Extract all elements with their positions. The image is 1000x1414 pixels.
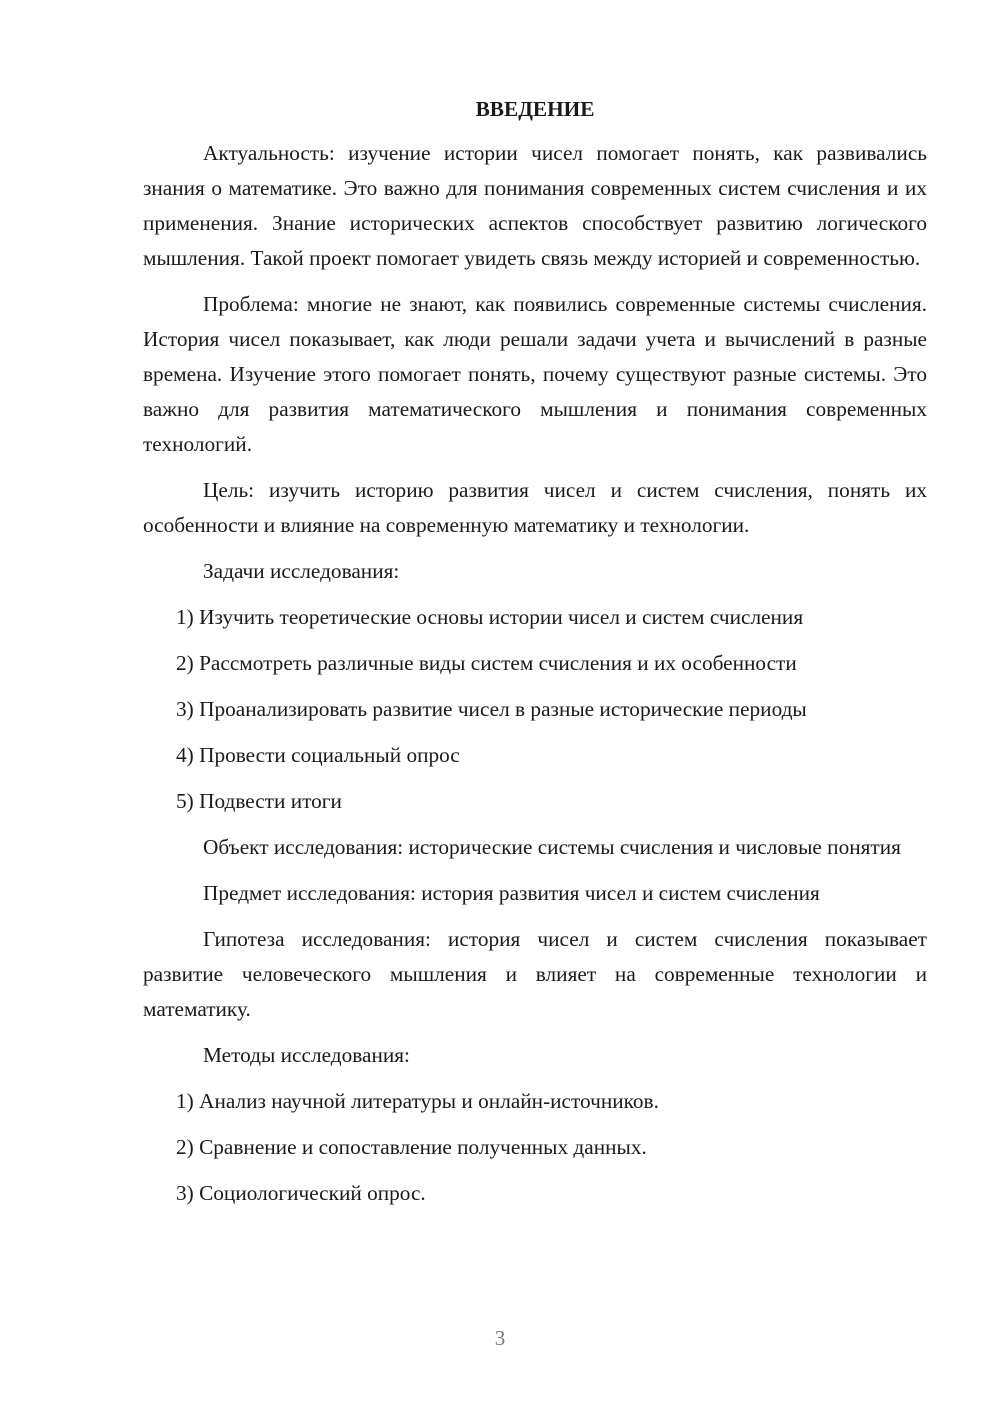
object-paragraph: Объект исследования: исторические системы счисления и числовые понятия [203, 835, 901, 859]
list-item: 5) Подвести итоги [176, 789, 342, 813]
tasks-heading: Задачи исследования: [203, 559, 400, 583]
hypothesis-paragraph: Гипотеза исследования: история чисел и систем счисления показывает развитие человеческого мышления и влияет на современные технологии и математику. [143, 927, 927, 1021]
tasks-list [143, 600, 927, 819]
list-item: 3) Социологический опрос. [176, 1181, 426, 1205]
relevance-paragraph: Актуальность: изучение истории чисел помогает понять, как развивались знания о математике. Это важно для понимания современных систем счисления и их применения. Знание исторических аспектов способствует развитию логического мышления. Такой проект помогает увидеть связь между историей и современностью. [143, 141, 927, 270]
goal-paragraph: Цель: изучить историю развития чисел и систем счисления, понять их особенности и влияние на современную математику и технологии. [143, 478, 927, 537]
methods-list [143, 1084, 927, 1211]
document-page [143, 92, 927, 1222]
list-item: 1) Анализ научной литературы и онлайн-источников. [176, 1089, 659, 1113]
list-item: 3) Проанализировать развитие чисел в разные исторические периоды [176, 697, 807, 721]
list-item: 1) Изучить теоретические основы истории чисел и систем счисления [176, 605, 804, 629]
problem-paragraph: Проблема: многие не знают, как появились современные системы счисления. История чисел показывает, как люди решали задачи учета и вычислений в разные времена. Изучение этого помогает понять, почему существуют разные системы. Это важно для развития математического мышления и понимания современных технологий. [143, 292, 927, 456]
methods-heading: Методы исследования: [203, 1043, 410, 1067]
list-item: 4) Провести социальный опрос [176, 743, 460, 767]
page-number: 3 [494, 1326, 506, 1350]
list-item: 2) Рассмотреть различные виды систем счисления и их особенности [176, 651, 797, 675]
section-title: ВВЕДЕНИЕ [475, 97, 595, 121]
subject-paragraph: Предмет исследования: история развития чисел и систем счисления [203, 881, 820, 905]
list-item: 2) Сравнение и сопоставление полученных данных. [176, 1135, 647, 1159]
